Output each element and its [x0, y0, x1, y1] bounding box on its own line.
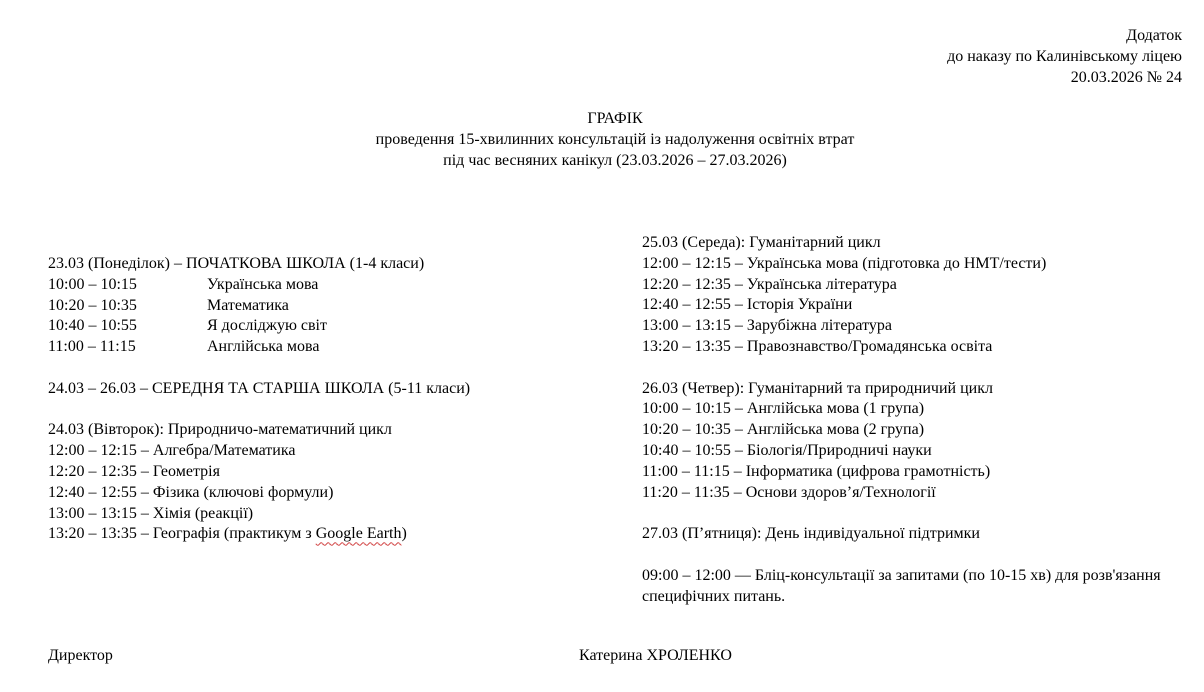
schedule-row: 11:20 – 11:35 – Основи здоров’я/Технології: [642, 483, 936, 501]
row-time: 10:00 – 10:15: [48, 275, 137, 293]
schedule-left-column: [48, 254, 608, 545]
row-subject: Українська мова: [207, 275, 319, 293]
row-text: 13:20 – 13:35 – Географія (практикум з: [48, 525, 316, 543]
signature-line: [0, 647, 1204, 668]
spacer: [48, 400, 608, 421]
schedule-row: 13:00 – 13:15 – Зарубіжна література: [642, 317, 892, 335]
row-subject: Я досліджую світ: [207, 317, 327, 335]
friday-consultation-note: 09:00 – 12:00 — Бліц-консультації за запитами (по 10-15 хв) для розв'язання специфічних питань.: [642, 566, 1161, 605]
appendix-block: [947, 26, 1182, 88]
signature-position: Директор: [48, 647, 113, 664]
friday-header: 27.03 (П’ятниця): День індивідуальної підтримки: [642, 525, 980, 543]
document-subtitle: проведення 15-хвилинних консультацій із надолуження освітніх втрат: [375, 130, 855, 148]
monday-header: 23.03 (Понеділок) – ПОЧАТКОВА ШКОЛА (1-4 класи): [48, 255, 425, 272]
schedule-row: 12:40 – 12:55 – Історія України: [642, 296, 853, 314]
middle-senior-school-header: 24.03 – 26.03 – СЕРЕДНЯ ТА СТАРША ШКОЛА (5-11 класи): [48, 379, 471, 397]
row-time: 10:20 – 10:35: [48, 296, 137, 314]
schedule-row: 12:20 – 12:35 – Геометрія: [48, 462, 220, 480]
schedule-row: 10:00 – 10:15 – Англійська мова (1 група): [642, 400, 925, 418]
schedule-right-column: [642, 233, 1182, 607]
spacer: [642, 503, 1182, 524]
appendix-label: Додаток: [1126, 27, 1182, 44]
spacer: [48, 358, 608, 379]
schedule-row: 13:00 – 13:15 – Хімія (реакції): [48, 504, 254, 522]
spacer: [642, 358, 1182, 379]
row-subject: Англійська мова: [207, 338, 320, 356]
document-heading: [0, 109, 1204, 171]
schedule-row: 10:40 – 10:55 – Біологія/Природничі науки: [642, 441, 932, 459]
row-text-end: ): [401, 525, 407, 543]
schedule-row: [48, 337, 608, 358]
schedule-row: 12:00 – 12:15 – Алгебра/Математика: [48, 442, 296, 460]
document-title: ГРАФІК: [587, 110, 643, 127]
spacer: [642, 545, 1182, 566]
schedule-row: 10:20 – 10:35 – Англійська мова (2 група): [642, 421, 925, 439]
spellcheck-flagged-word[interactable]: Google Earth: [315, 525, 402, 543]
schedule-row: [48, 296, 608, 317]
schedule-row: 12:40 – 12:55 – Фізика (ключові формули): [48, 483, 334, 501]
thursday-header: 26.03 (Четвер): Гуманітарний та природничий цикл: [642, 379, 993, 397]
row-time: 10:40 – 10:55: [48, 317, 137, 335]
schedule-row: [48, 524, 608, 545]
row-subject: Математика: [207, 296, 289, 314]
schedule-row: [48, 275, 608, 296]
schedule-row: 11:00 – 11:15 – Інформатика (цифрова грамотність): [642, 462, 991, 480]
row-time: 11:00 – 11:15: [48, 338, 136, 356]
appendix-order-reference: до наказу по Калинівському ліцею: [947, 47, 1182, 65]
schedule-row: 13:20 – 13:35 – Правознавство/Громадянська освіта: [642, 337, 993, 355]
signature-name: Катерина ХРОЛЕНКО: [579, 647, 732, 664]
tuesday-header: 24.03 (Вівторок): Природничо-математичний цикл: [48, 421, 392, 439]
document-period: під час весняних канікул (23.03.2026 – 27.03.2026): [443, 151, 787, 169]
appendix-order-date-number: 20.03.2026 № 24: [1070, 68, 1182, 86]
wednesday-header: 25.03 (Середа): Гуманітарний цикл: [642, 234, 881, 251]
schedule-row: 12:20 – 12:35 – Українська література: [642, 275, 897, 293]
schedule-row: 12:00 – 12:15 – Українська мова (підготовка до НМТ/тести): [642, 254, 1047, 272]
schedule-row: [48, 316, 608, 337]
